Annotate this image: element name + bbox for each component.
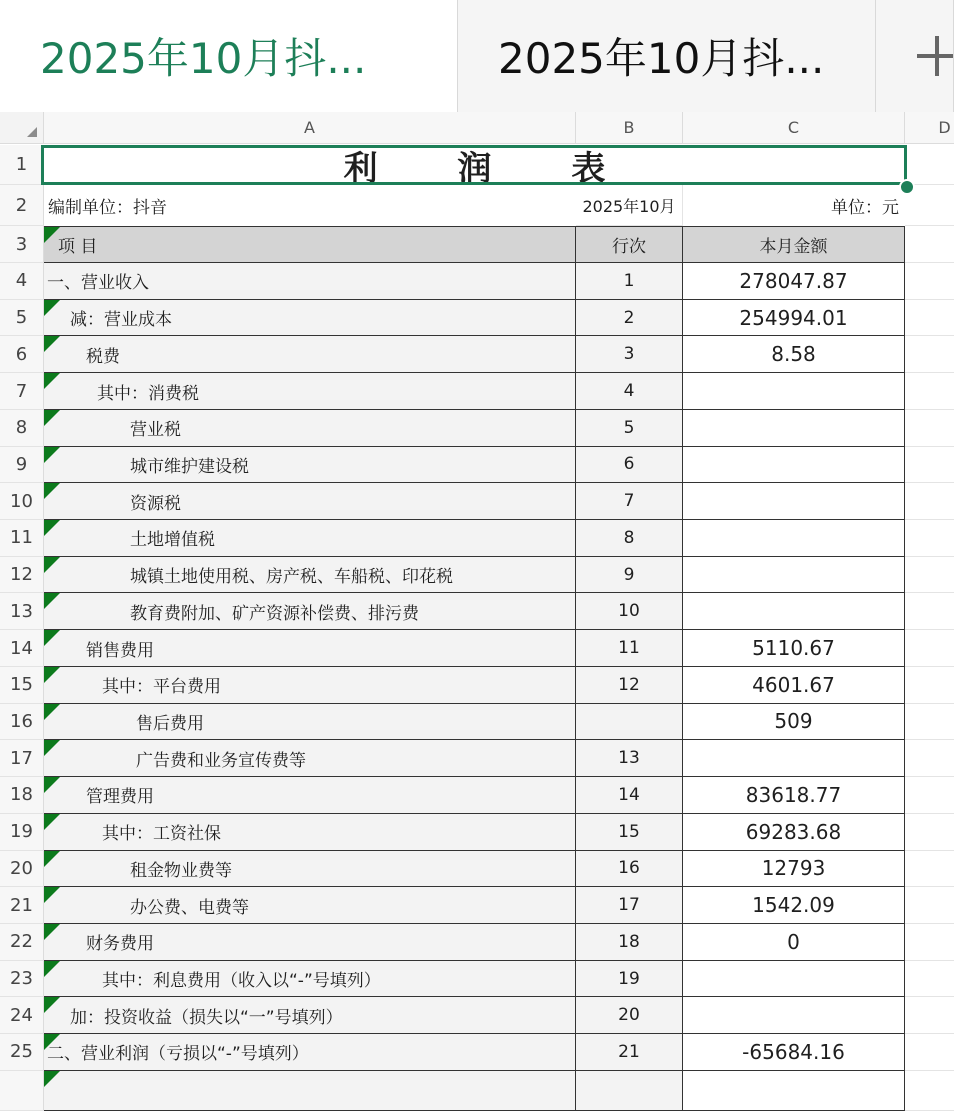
line-no-cell[interactable] (576, 704, 683, 741)
row-header[interactable]: 23 (0, 961, 44, 998)
line-no-cell[interactable]: 8 (576, 520, 683, 557)
amount-cell[interactable] (683, 520, 905, 557)
row-header[interactable]: 4 (0, 263, 44, 300)
line-no-cell[interactable]: 10 (576, 593, 683, 630)
amount-cell[interactable]: 0 (683, 924, 905, 961)
cell-d[interactable] (905, 263, 954, 300)
line-no-cell[interactable]: 17 (576, 887, 683, 924)
row-header[interactable]: 9 (0, 447, 44, 484)
amount-cell[interactable]: 254994.01 (683, 300, 905, 337)
cell-d[interactable] (905, 226, 954, 263)
cell-d[interactable] (905, 814, 954, 851)
header-amount-cell[interactable]: 本月金额 (683, 226, 905, 263)
row-header[interactable]: 2 (0, 185, 44, 226)
item-cell[interactable]: 税费 (44, 336, 576, 373)
cell-d[interactable] (905, 704, 954, 741)
cell-d[interactable] (905, 336, 954, 373)
add-sheet-button[interactable] (876, 0, 954, 112)
row-header[interactable]: 22 (0, 924, 44, 961)
line-no-cell[interactable]: 14 (576, 777, 683, 814)
period-cell[interactable]: 2025年10月 (576, 185, 683, 226)
row-header[interactable]: 13 (0, 593, 44, 630)
line-no-cell[interactable] (576, 1071, 683, 1111)
item-cell[interactable]: 资源税 (44, 483, 576, 520)
amount-cell[interactable]: 12793 (683, 851, 905, 888)
cell-d[interactable] (905, 924, 954, 961)
item-cell[interactable]: 城市维护建设税 (44, 447, 576, 484)
line-no-cell[interactable]: 3 (576, 336, 683, 373)
amount-cell[interactable] (683, 961, 905, 998)
row-header[interactable]: 18 (0, 777, 44, 814)
item-cell[interactable]: 租金物业费等 (44, 851, 576, 888)
item-cell[interactable]: 售后费用 (44, 704, 576, 741)
amount-cell[interactable]: 5110.67 (683, 630, 905, 667)
item-cell[interactable]: 销售费用 (44, 630, 576, 667)
tab-active-sheet[interactable] (0, 0, 458, 112)
row-header[interactable]: 7 (0, 373, 44, 410)
amount-cell[interactable] (683, 557, 905, 594)
cell-d[interactable] (905, 887, 954, 924)
item-cell[interactable]: 办公费、电费等 (44, 887, 576, 924)
line-no-cell[interactable]: 2 (576, 300, 683, 337)
item-cell[interactable]: 加：投资收益（损失以“一”号填列） (44, 997, 576, 1034)
tab-label: 2025年10月抖... (498, 34, 825, 83)
cell-d[interactable] (905, 410, 954, 447)
row-header[interactable]: 6 (0, 336, 44, 373)
amount-cell[interactable]: 83618.77 (683, 777, 905, 814)
row-header[interactable]: 17 (0, 740, 44, 777)
item-cell[interactable]: 财务费用 (44, 924, 576, 961)
item-cell[interactable]: 其中：利息费用（收入以“-”号填列） (44, 961, 576, 998)
row-header[interactable]: 8 (0, 410, 44, 447)
column-header-d[interactable]: D (905, 112, 954, 144)
cell-d[interactable] (905, 740, 954, 777)
plus-icon (917, 36, 954, 76)
line-no-cell[interactable]: 5 (576, 410, 683, 447)
item-cell[interactable]: 其中：工资社保 (44, 814, 576, 851)
row-header[interactable]: 14 (0, 630, 44, 667)
amount-cell[interactable] (683, 1071, 905, 1111)
item-cell[interactable]: 其中：消费税 (44, 373, 576, 410)
amount-cell[interactable]: 1542.09 (683, 887, 905, 924)
tab-sheet-2[interactable] (458, 0, 876, 112)
header-line-cell[interactable]: 行次 (576, 226, 683, 263)
row-header[interactable]: 21 (0, 887, 44, 924)
unit-cell[interactable]: 单位：元 (831, 198, 899, 218)
amount-cell[interactable]: 69283.68 (683, 814, 905, 851)
row-header[interactable]: 3 (0, 226, 44, 263)
amount-cell[interactable] (683, 593, 905, 630)
cell-d[interactable] (905, 145, 954, 185)
cell-d[interactable] (905, 1034, 954, 1071)
item-cell[interactable]: 二、营业利润（亏损以“-”号填列） (44, 1034, 576, 1071)
line-no-cell[interactable]: 4 (576, 373, 683, 410)
row-header[interactable]: 10 (0, 483, 44, 520)
item-cell[interactable]: 广告费和业务宣传费等 (44, 740, 576, 777)
row-header[interactable]: 15 (0, 667, 44, 704)
cell-d[interactable] (905, 373, 954, 410)
cell-d[interactable] (905, 483, 954, 520)
line-no-cell[interactable]: 21 (576, 1034, 683, 1071)
amount-cell[interactable] (683, 997, 905, 1034)
cell-d[interactable] (905, 520, 954, 557)
row-header[interactable]: 24 (0, 997, 44, 1034)
amount-cell[interactable] (683, 373, 905, 410)
amount-cell[interactable]: 509 (683, 704, 905, 741)
cell-d[interactable] (905, 777, 954, 814)
line-no-cell[interactable]: 6 (576, 447, 683, 484)
column-header-a[interactable]: A (44, 112, 576, 144)
row-header[interactable]: 1 (0, 145, 44, 185)
line-no-cell[interactable]: 20 (576, 997, 683, 1034)
line-no-cell[interactable]: 16 (576, 851, 683, 888)
item-cell[interactable]: 教育费附加、矿产资源补偿费、排污费 (44, 593, 576, 630)
line-no-cell[interactable]: 1 (576, 263, 683, 300)
amount-cell[interactable]: 8.58 (683, 336, 905, 373)
amount-cell[interactable] (683, 483, 905, 520)
tab-label: 2025年10月抖... (40, 34, 367, 83)
item-cell[interactable]: 其中：平台费用 (44, 667, 576, 704)
row-header[interactable] (0, 1071, 44, 1111)
line-no-cell[interactable]: 11 (576, 630, 683, 667)
column-header-b[interactable]: B (576, 112, 683, 144)
item-cell[interactable] (44, 1071, 576, 1111)
cell-d[interactable] (905, 851, 954, 888)
row-header[interactable]: 19 (0, 814, 44, 851)
row-header[interactable]: 25 (0, 1034, 44, 1071)
row-header[interactable]: 20 (0, 851, 44, 888)
cell-d[interactable] (905, 557, 954, 594)
cell-d[interactable] (905, 300, 954, 337)
row-header[interactable]: 16 (0, 704, 44, 741)
item-cell[interactable]: 一、营业收入 (44, 263, 576, 300)
item-cell[interactable]: 管理费用 (44, 777, 576, 814)
item-cell[interactable]: 减：营业成本 (44, 300, 576, 337)
line-no-cell[interactable]: 13 (576, 740, 683, 777)
line-no-cell[interactable]: 19 (576, 961, 683, 998)
cell-d[interactable] (905, 630, 954, 667)
amount-cell[interactable] (683, 410, 905, 447)
cell-d[interactable] (905, 997, 954, 1034)
sheet-title-cell[interactable]: 利 润 表 (343, 148, 640, 185)
amount-cell[interactable]: 4601.67 (683, 667, 905, 704)
cell-d[interactable] (905, 1071, 954, 1111)
item-cell[interactable]: 土地增值税 (44, 520, 576, 557)
fill-handle[interactable] (899, 179, 915, 195)
row-header[interactable]: 5 (0, 300, 44, 337)
row-header[interactable]: 11 (0, 520, 44, 557)
row-header[interactable]: 12 (0, 557, 44, 594)
unit-org-cell[interactable]: 编制单位：抖音 (48, 198, 167, 218)
line-no-cell[interactable]: 7 (576, 483, 683, 520)
sheet-tab-bar (0, 0, 954, 113)
line-no-cell[interactable]: 18 (576, 924, 683, 961)
amount-cell[interactable] (683, 447, 905, 484)
line-no-cell[interactable]: 12 (576, 667, 683, 704)
cell-d[interactable] (905, 447, 954, 484)
spreadsheet-grid[interactable] (0, 112, 954, 1079)
column-header-c[interactable]: C (683, 112, 905, 144)
amount-cell[interactable]: 278047.87 (683, 263, 905, 300)
header-item-cell[interactable]: 项 目 (44, 226, 576, 263)
item-cell[interactable]: 城镇土地使用税、房产税、车船税、印花税 (44, 557, 576, 594)
cell-d[interactable] (905, 667, 954, 704)
select-all-corner[interactable] (0, 112, 44, 144)
cell-d[interactable] (905, 961, 954, 998)
line-no-cell[interactable]: 15 (576, 814, 683, 851)
amount-cell[interactable]: -65684.16 (683, 1034, 905, 1071)
item-cell[interactable]: 营业税 (44, 410, 576, 447)
amount-cell[interactable] (683, 740, 905, 777)
cell-d[interactable] (905, 593, 954, 630)
line-no-cell[interactable]: 9 (576, 557, 683, 594)
